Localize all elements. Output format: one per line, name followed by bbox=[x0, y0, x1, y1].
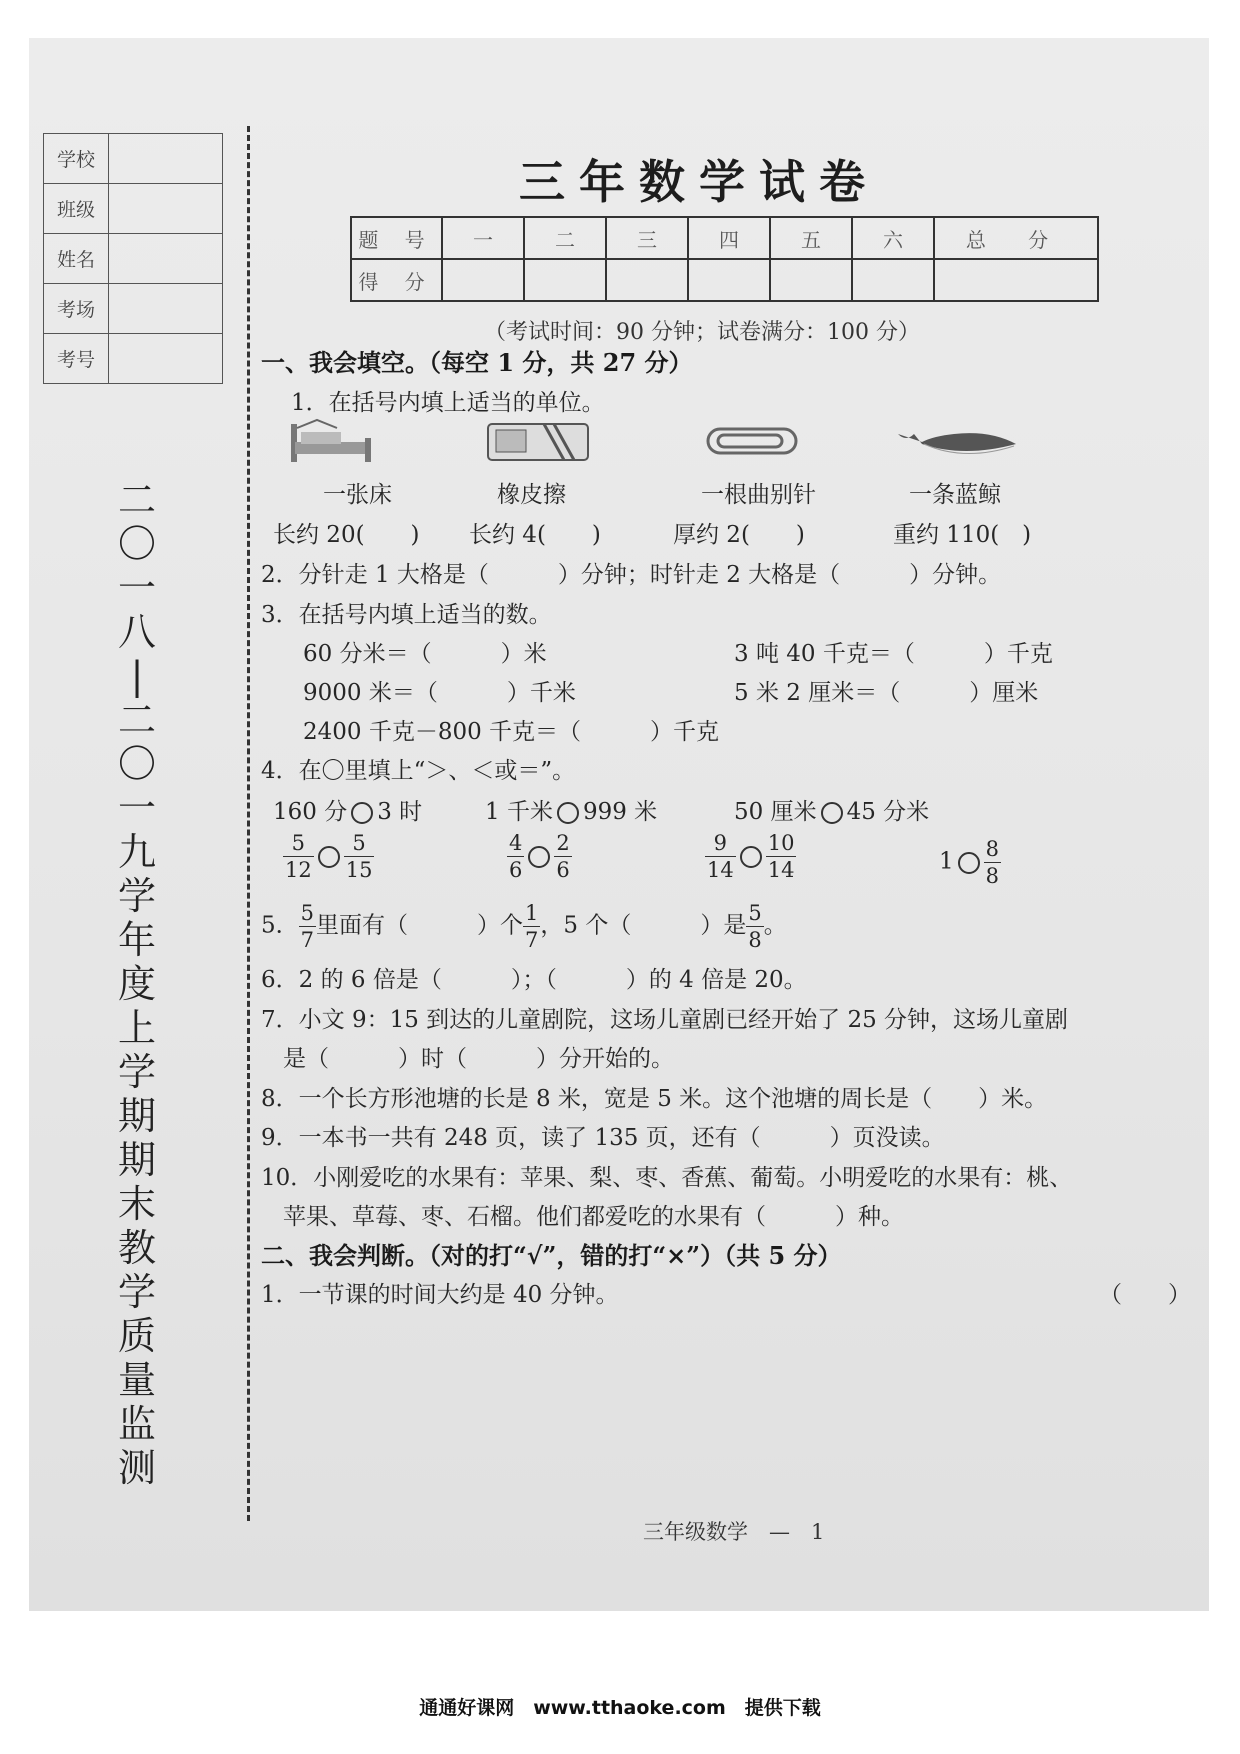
circle-blank[interactable] bbox=[821, 802, 843, 824]
info-field[interactable] bbox=[109, 234, 223, 284]
numerator: 5 bbox=[344, 830, 375, 857]
side-title-char: 〇 bbox=[117, 522, 156, 566]
side-title-char: 期 bbox=[117, 1138, 156, 1182]
whale-icon bbox=[894, 420, 1024, 464]
side-title-char: 期 bbox=[117, 1094, 156, 1138]
denominator: 7 bbox=[300, 928, 315, 952]
item-name: 一张床 bbox=[323, 482, 392, 508]
page-title: 三年数学试卷 bbox=[519, 155, 879, 209]
denominator: 6 bbox=[556, 858, 570, 882]
conversion-b[interactable]: 3 吨 40 千克＝（ ）千克 bbox=[734, 641, 1053, 667]
question-1-6[interactable]: 6．2 的 6 倍是（ ）；（ ）的 4 倍是 20。 bbox=[261, 967, 807, 993]
numerator: 8 bbox=[985, 837, 1000, 861]
score-header: 三 bbox=[606, 217, 688, 259]
exam-note: （考试时间：90 分钟；试卷满分：100 分） bbox=[484, 320, 920, 345]
conversion-c[interactable]: 9000 米＝（ ）千米 bbox=[303, 680, 576, 706]
item-name: 橡皮擦 bbox=[497, 482, 566, 508]
score-cell[interactable] bbox=[934, 259, 1098, 301]
side-title-char: 质 bbox=[117, 1314, 156, 1358]
score-header: 一 bbox=[442, 217, 524, 259]
question-1-1: 1．在括号内填上适当的单位。 bbox=[291, 390, 605, 416]
circle-blank[interactable] bbox=[351, 802, 373, 824]
side-title-char: 量 bbox=[117, 1358, 156, 1402]
question-1-4: 4．在〇里填上“＞、＜或＝”。 bbox=[261, 758, 576, 784]
score-cell[interactable] bbox=[442, 259, 524, 301]
score-header: 五 bbox=[770, 217, 852, 259]
score-header: 四 bbox=[688, 217, 770, 259]
compare-c[interactable] bbox=[734, 793, 929, 826]
numerator: 2 bbox=[556, 831, 570, 855]
conversion-a[interactable]: 60 分米＝（ ）米 bbox=[303, 641, 547, 667]
numerator: 5 bbox=[300, 901, 315, 925]
info-label: 班级 bbox=[44, 184, 109, 234]
exam-paper bbox=[29, 38, 1209, 1611]
info-label: 考号 bbox=[44, 334, 109, 384]
whole-number: 1 bbox=[939, 848, 954, 875]
side-title-char: 度 bbox=[117, 962, 156, 1006]
numerator: 1 bbox=[525, 901, 539, 925]
circle-blank[interactable] bbox=[318, 846, 340, 868]
conversion-d[interactable]: 5 米 2 厘米＝（ ）厘米 bbox=[734, 680, 1039, 706]
info-label: 学校 bbox=[44, 134, 109, 184]
question-text: 。 bbox=[763, 912, 787, 939]
side-title-char: 学 bbox=[117, 1270, 156, 1314]
question-1-5[interactable] bbox=[261, 900, 787, 953]
score-header: 六 bbox=[852, 217, 934, 259]
question-1-7-cont[interactable]: 是（ ）时（ ）分开始的。 bbox=[283, 1046, 674, 1072]
question-text: 里面有（ ）个 bbox=[316, 912, 524, 939]
question-1-9[interactable]: 9．一本书一共有 248 页，读了 135 页，还有（ ）页没读。 bbox=[261, 1125, 945, 1151]
side-title-char: 教 bbox=[117, 1226, 156, 1270]
circle-blank[interactable] bbox=[528, 846, 550, 868]
side-title-char: 上 bbox=[117, 1006, 156, 1050]
numerator: 10 bbox=[767, 831, 795, 855]
paperclip-icon bbox=[704, 423, 804, 463]
judge-blank[interactable]: （ ） bbox=[1099, 1282, 1191, 1308]
item-fill[interactable]: 重约 110( ) bbox=[893, 522, 1032, 548]
numerator: 5 bbox=[283, 830, 314, 857]
section-2-heading: 二、我会判断。（对的打“√”，错的打“×”）（共 5 分） bbox=[261, 1241, 842, 1270]
student-info-box bbox=[43, 133, 223, 384]
denominator: 14 bbox=[767, 858, 795, 882]
question-1-7: 7．小文 9：15 到达的儿童剧院，这场儿童剧已经开始了 25 分钟，这场儿童剧 bbox=[261, 1007, 1069, 1033]
question-1-8[interactable]: 8．一个长方形池塘的长是 8 米，宽是 5 米。这个池塘的周长是（ ）米。 bbox=[261, 1086, 1048, 1112]
side-title-char: 末 bbox=[117, 1182, 156, 1226]
denominator: 7 bbox=[525, 928, 539, 952]
numerator: 4 bbox=[509, 831, 523, 855]
fraction-compare-2[interactable] bbox=[507, 830, 572, 883]
denominator: 12 bbox=[285, 858, 312, 882]
side-title-char: 二 bbox=[117, 478, 156, 522]
score-header: 二 bbox=[524, 217, 606, 259]
item-fill[interactable]: 长约 4( ) bbox=[469, 522, 601, 548]
question-text: ，5 个（ ）是 bbox=[540, 912, 747, 939]
page-number: 三年级数学 — 1 bbox=[643, 1520, 825, 1544]
compare-left: 50 厘米 bbox=[734, 799, 817, 825]
side-title bbox=[107, 478, 167, 1490]
question-1-10-cont[interactable]: 苹果、草莓、枣、石榴。他们都爱吃的水果有（ ）种。 bbox=[283, 1204, 904, 1230]
info-field[interactable] bbox=[109, 334, 223, 384]
side-title-char: 八 bbox=[117, 610, 156, 654]
side-title-char: 一 bbox=[117, 566, 156, 610]
side-title-char: 学 bbox=[117, 874, 156, 918]
compare-b[interactable] bbox=[485, 793, 657, 826]
score-table bbox=[350, 216, 1099, 302]
fraction-compare-1[interactable] bbox=[283, 830, 374, 883]
info-label: 考场 bbox=[44, 284, 109, 334]
circle-blank[interactable] bbox=[958, 852, 980, 874]
score-cell[interactable] bbox=[524, 259, 606, 301]
info-field[interactable] bbox=[109, 134, 223, 184]
score-row-label: 得 分 bbox=[351, 259, 442, 301]
side-title-char: 监 bbox=[117, 1402, 156, 1446]
eraser-icon bbox=[484, 416, 594, 466]
denominator: 15 bbox=[345, 858, 373, 882]
denominator: 8 bbox=[985, 864, 1000, 888]
section-1-heading: 一、我会填空。（每空 1 分，共 27 分） bbox=[261, 348, 693, 377]
compare-right: 3 时 bbox=[377, 799, 423, 825]
side-title-char: 年 bbox=[117, 918, 156, 962]
fraction-compare-4[interactable] bbox=[939, 836, 1001, 889]
item-name: 一根曲别针 bbox=[701, 482, 816, 508]
score-cell[interactable] bbox=[770, 259, 852, 301]
question-2-1: 1．一节课的时间大约是 40 分钟。 bbox=[261, 1282, 619, 1308]
compare-left: 160 分 bbox=[273, 799, 348, 825]
score-header: 总 分 bbox=[934, 217, 1098, 259]
conversion-e[interactable]: 2400 千克－800 千克＝（ ）千克 bbox=[303, 719, 720, 745]
info-field[interactable] bbox=[109, 284, 223, 334]
side-title-char: 九 bbox=[117, 830, 156, 874]
question-1-2: 2．分针走 1 大格是（ ）分钟；时针走 2 大格是（ ）分钟。 bbox=[261, 562, 1002, 588]
side-title-char: 二 bbox=[117, 698, 156, 742]
denominator: 8 bbox=[748, 928, 762, 952]
numerator: 9 bbox=[705, 830, 736, 857]
info-label: 姓名 bbox=[44, 234, 109, 284]
compare-a[interactable] bbox=[273, 793, 422, 826]
circle-blank[interactable] bbox=[740, 846, 762, 868]
side-title-char: 〇 bbox=[117, 742, 156, 786]
side-title-char: 测 bbox=[117, 1446, 156, 1490]
item-fill[interactable]: 厚约 2( ) bbox=[673, 522, 805, 548]
numerator: 5 bbox=[748, 901, 762, 925]
fraction-compare-3[interactable] bbox=[705, 830, 796, 883]
score-cell[interactable] bbox=[852, 259, 934, 301]
question-number: 5． bbox=[261, 912, 299, 939]
compare-left: 1 千米 bbox=[485, 799, 553, 825]
score-header: 题 号 bbox=[351, 217, 442, 259]
question-1-3: 3．在括号内填上适当的数。 bbox=[261, 602, 552, 628]
item-name: 一条蓝鲸 bbox=[909, 482, 1001, 508]
score-cell[interactable] bbox=[606, 259, 688, 301]
side-title-char: | bbox=[130, 654, 144, 698]
score-cell[interactable] bbox=[688, 259, 770, 301]
bed-icon bbox=[287, 416, 377, 466]
download-credit: 通通好课网 www.tthaoke.com 提供下载 bbox=[419, 1697, 821, 1719]
question-1-10: 10．小刚爱吃的水果有：苹果、梨、枣、香蕉、葡萄。小明爱吃的水果有：桃、 bbox=[261, 1165, 1073, 1191]
side-title-char: 一 bbox=[117, 786, 156, 830]
info-field[interactable] bbox=[109, 184, 223, 234]
denominator: 14 bbox=[707, 858, 734, 882]
cut-line bbox=[247, 126, 250, 1521]
compare-right: 45 分米 bbox=[846, 799, 930, 825]
compare-right: 999 米 bbox=[582, 799, 658, 825]
denominator: 6 bbox=[509, 858, 523, 882]
side-title-char: 学 bbox=[117, 1050, 156, 1094]
item-fill[interactable]: 长约 20( ) bbox=[273, 522, 420, 548]
circle-blank[interactable] bbox=[557, 802, 579, 824]
